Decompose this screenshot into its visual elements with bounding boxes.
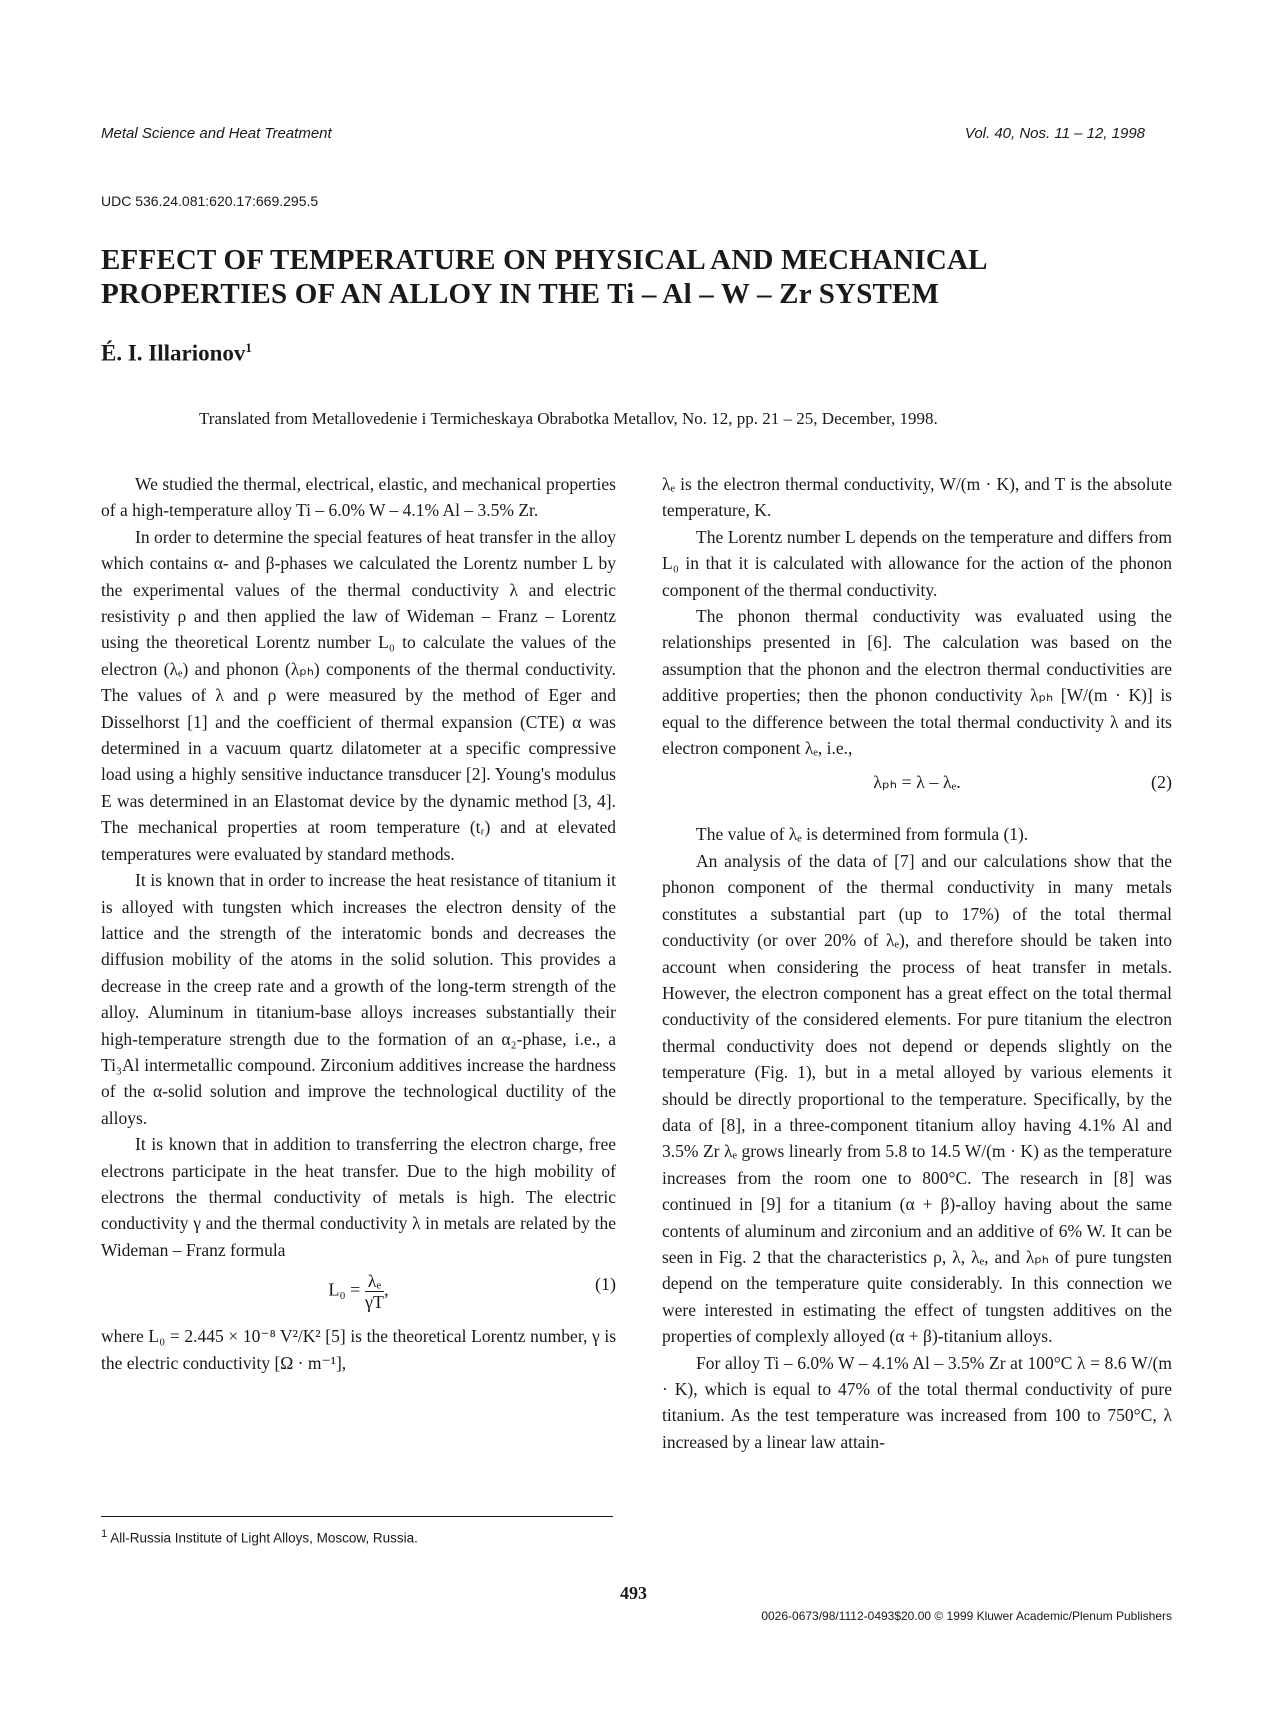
equation-1-lhs: L₀ =	[328, 1279, 361, 1300]
equation-1-denominator: γT	[364, 1292, 384, 1313]
equation-1	[101, 1263, 616, 1323]
equation-1-numerator: λₑ	[365, 1271, 384, 1292]
equation-2	[662, 761, 1172, 821]
footnote-mark: 1	[101, 1528, 108, 1540]
author-name: É. I. Illarionov	[101, 340, 246, 366]
paragraph: An analysis of the data of [7] and our calculations show that the phonon component of the thermal conductivity in many metals constitutes a substantial part (up to 17%) of the total thermal conductivity (or over 20% of λₑ), and therefore should be taken into account when considering the process of heat transfer in metals. However, the electron component has a great effect on the total thermal conductivity of the considered elements. For pure titanium the electron thermal conductivity does not depend or depends slightly on the temperature (Fig. 1), but in a metal alloyed by various elements it should be directly proportional to the temperature. Specifically, by the data of [8], in a three-component titanium alloy having 4.1% Al and 3.5% Zr λₑ grows linearly from 5.8 to 14.5 W/(m · K) as the temperature increases from the room one to 800°C. The research in [8] was continued in [9] for a titanium (α + β)-alloy having about the same contents of aluminum and zirconium and an additive of 6% W. It can be seen in Fig. 2 that the characteristics ρ, λ, λₑ, and λₚₕ of pure tungsten depend on the temperature quite considerably. In this connection we were interested in estimating the effect of tungsten additives on the properties of complexly alloyed (α + β)-titanium alloys.	[662, 850, 1172, 1347]
footnote-text: All-Russia Institute of Light Alloys, Moscow, Russia.	[110, 1530, 418, 1546]
right-column	[662, 471, 1172, 1455]
paragraph: In order to determine the special features of heat transfer in the alloy which contains α- and β-phases we calculated the Lorentz number L by the experimental values of the thermal conductivity λ and electric resistivity ρ and then applied the law of Wideman – Franz – Lorentz using the theoretical Lorentz number L₀ to calculate the values of the electron (λₑ) and phonon (λₚₕ) components of the thermal conductivity. The values of λ and ρ were measured by the method of Eger and Disselhorst [1] and the coefficient of thermal expansion (CTE) α was determined in a vacuum quartz dilatometer at a specific compressive load using a highly sensitive inductance transducer [2]. Young's modulus E was determined in an Elastomat device by the dynamic method [3, 4]. The mechanical properties at room temperature (tᵣ) and at elevated temperatures were evaluated by standard methods.	[101, 526, 616, 864]
footnote-divider	[101, 1516, 613, 1517]
paragraph: For alloy Ti – 6.0% W – 4.1% Al – 3.5% Zr at 100°C λ = 8.6 W/(m · K), which is equal to 47% of the total thermal conductivity of pure titanium. As the test temperature was increased from 100 to 750°C, λ increased by a linear law attain-	[662, 1352, 1172, 1452]
equation-1-fraction	[365, 1271, 384, 1312]
paragraph: It is known that in order to increase the heat resistance of titanium it is alloyed with tungsten which increases the electron density of the lattice and the strength of the interatomic bonds and decreases the diffusion mobility of the atoms in the solid solution. This provides a decrease in the creep rate and a growth of the long-term strength of the alloy. Aluminum in titanium-base alloys increases substantially their high-temperature strength due to the formation of an α₂-phase, i.e., a Ti₃Al intermetallic compound. Zirconium additives increase the hardness of the α-solid solution and improve the technological ductility of the alloys.	[101, 870, 616, 1128]
title-line-1: EFFECT OF TEMPERATURE ON PHYSICAL AND MECHANICAL	[101, 244, 988, 276]
journal-name: Metal Science and Heat Treatment	[101, 125, 332, 142]
equation-1-number: (1)	[595, 1274, 616, 1295]
paragraph: λₑ is the electron thermal conductivity, W/(m · K), and T is the absolute temperature, K.	[662, 474, 1172, 521]
paragraph: The phonon thermal conductivity was evaluated using the relationships presented in [6]. The calculation was based on the assumption that the phonon and the electron thermal conductivities are additive properties; then the phonon conductivity λₚₕ [W/(m · K)] is equal to the difference between the total thermal conductivity λ and its electron component λₑ, i.e.,	[662, 606, 1172, 759]
paragraph: It is known that in addition to transferring the electron charge, free electrons participate in the heat transfer. Due to the high mobility of electrons the thermal conductivity of metals is high. The electric conductivity γ and the thermal conductivity λ in metals are related by the Wideman – Franz formula	[101, 1134, 616, 1260]
paragraph: The value of λₑ is determined from formula (1).	[696, 824, 1029, 845]
author	[101, 340, 252, 367]
paragraph: We studied the thermal, electrical, elastic, and mechanical properties of a high-temperature alloy Ti – 6.0% W – 4.1% Al – 3.5% Zr.	[101, 474, 616, 521]
author-footnote-mark: 1	[245, 340, 252, 355]
article-title	[101, 243, 1151, 311]
left-column	[101, 471, 616, 1376]
paragraph: where L₀ = 2.445 × 10⁻⁸ V²/K² [5] is the theoretical Lorentz number, γ is the electric conductivity [Ω · m⁻¹],	[101, 1326, 616, 1373]
paragraph: The Lorentz number L depends on the temperature and differs from L₀ in that it is calculated with allowance for the action of the phonon component of the thermal conductivity.	[662, 526, 1172, 600]
page-number: 493	[620, 1583, 647, 1603]
udc-code: UDC 536.24.081:620.17:669.295.5	[101, 193, 319, 209]
title-line-2: PROPERTIES OF AN ALLOY IN THE Ti – Al – W – Zr SYSTEM	[101, 278, 940, 310]
translation-note: Translated from Metallovedenie i Termicheskaya Obrabotka Metallov, No. 12, pp. 21 – 25, December, 1998.	[199, 409, 938, 428]
copyright-line: 0026-0673/98/1112-0493$20.00 © 1999 Kluwer Academic/Plenum Publishers	[761, 1609, 1172, 1623]
equation-2-expression: λₚₕ = λ – λₑ.	[873, 772, 961, 793]
equation-1-tail: ,	[384, 1279, 389, 1300]
footnote	[101, 1528, 418, 1546]
volume-info: Vol. 40, Nos. 11 – 12, 1998	[964, 125, 1145, 142]
equation-2-number: (2)	[1151, 772, 1172, 793]
